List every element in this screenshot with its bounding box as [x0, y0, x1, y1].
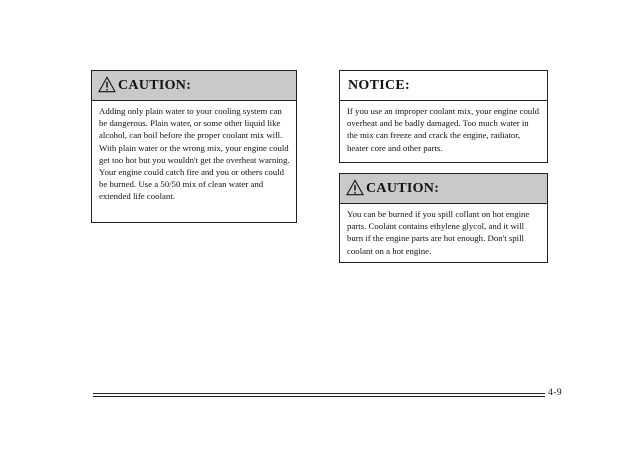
caution-header	[340, 174, 547, 204]
caution-heading: CAUTION:	[366, 180, 440, 196]
notice-header	[340, 71, 547, 101]
notice-heading: NOTICE:	[348, 77, 410, 93]
caution-body	[92, 101, 296, 203]
caution-text: Adding only plain water to your cooling system can be dangerous. Plain water, or some other liquid like alcohol, can boil before the proper coolant mix will. With plain water or the wrong mix, your engine could get too hot but you wouldn't get the overheat warning. Your engine could catch fire and you or others could be burned. Use a 50/50 mix of clean water and extended life coolant.	[99, 106, 290, 202]
notice-text: If you use an improper coolant mix, your engine could overheat and be badly damaged. Too much water in the mix can freeze and crack the engine, radiator, heater core and other parts.	[347, 106, 540, 153]
caution-text: You can be burned if you spill collant on hot engine parts. Coolant contains ethylene glycol, and it will burn if the engine parts are hot enough. Don't spill coolant on a hot engine.	[347, 209, 530, 256]
caution-box-coolant-water	[91, 70, 297, 223]
page-number: 4-9	[548, 388, 563, 398]
caution-heading: CAUTION:	[118, 77, 192, 93]
caution-box-spill	[339, 173, 548, 263]
footer-rule-top	[93, 393, 545, 394]
notice-box-improper-mix	[339, 70, 548, 163]
footer-rule-bottom	[93, 396, 545, 397]
caution-body	[340, 204, 547, 257]
warning-triangle-icon	[346, 179, 364, 196]
warning-triangle-icon	[98, 76, 116, 93]
notice-body	[340, 101, 547, 154]
caution-header	[92, 71, 296, 101]
